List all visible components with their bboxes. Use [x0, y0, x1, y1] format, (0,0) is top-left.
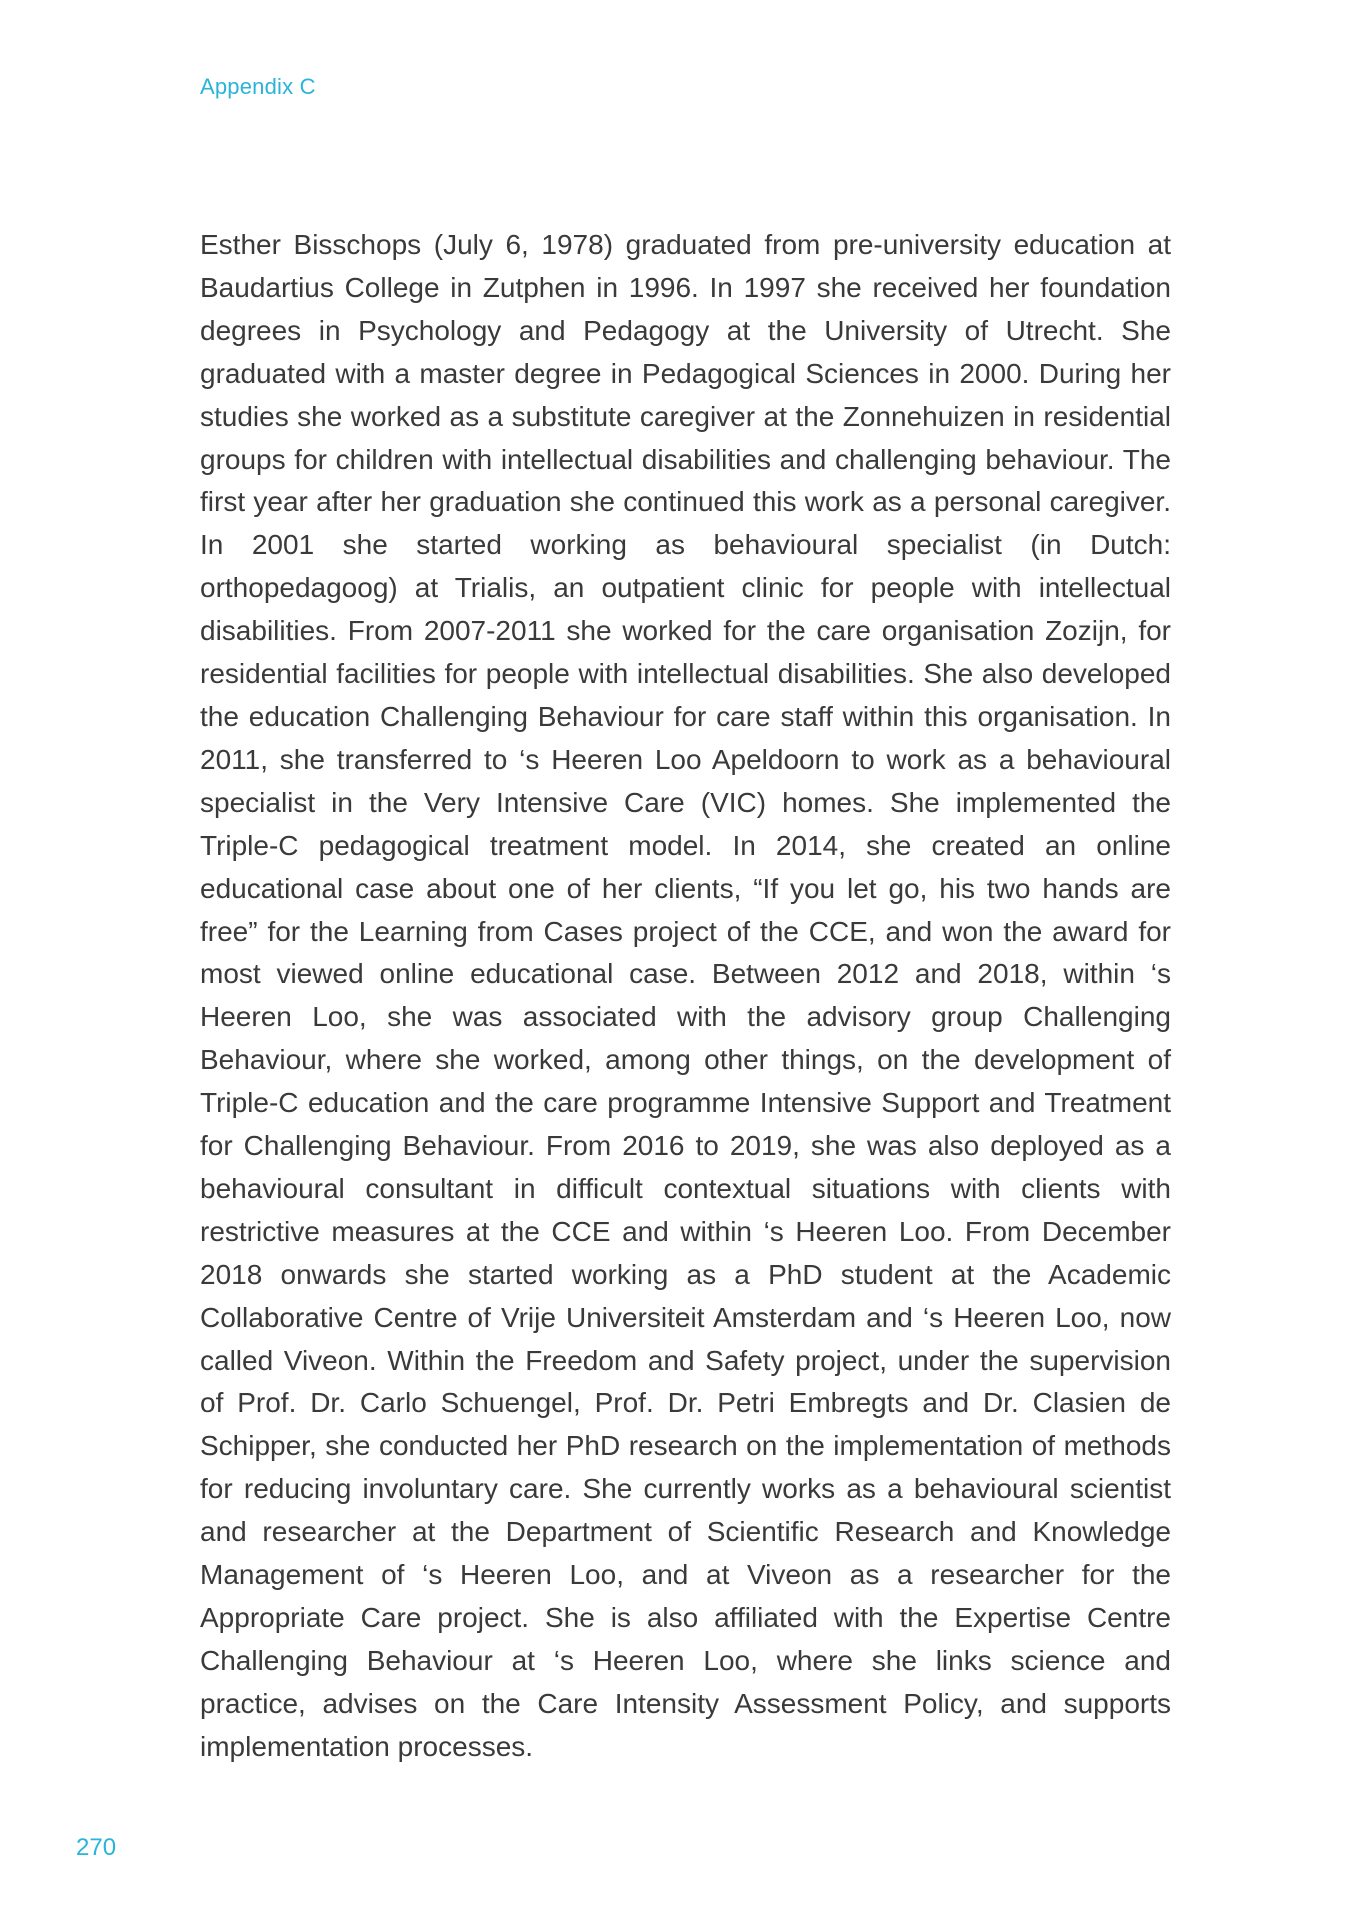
running-header: Appendix C	[200, 74, 316, 99]
biography-paragraph: Esther Bisschops (July 6, 1978) graduated from pre-university education at Baudartius College in Zutphen in 1996. In 1997 she received her foundation degrees in Psychology and Pedagogy at the University of Utrecht. She graduated with a master degree in Pedagogical Sciences in 2000. During her studies she worked as a substitute caregiver at the Zonnehuizen in residential groups for children with intellectual disabilities and challenging behaviour. The first year after her graduation she continued this work as a personal caregiver. In 2001 she started working as behavioural specialist (in Dutch: orthopedagoog) at Trialis, an outpatient clinic for people with intellectual disabilities. From 2007-2011 she worked for the care organisation Zozijn, for residential facilities for people with intellectual disabilities. She also developed the education Challenging Behaviour for care staff within this organisation. In 2011, she transferred to ‘s Heeren Loo Apeldoorn to work as a behavioural specialist in the Very Intensive Care (VIC) homes. She implemented the Triple-C pedagogical treatment model. In 2014, she created an online educational case about one of her clients, “If you let go, his two hands are free” for the Learning from Cases project of the CCE, and won the award for most viewed online educational case. Between 2012 and 2018, within ‘s Heeren Loo, she was associated with the advisory group Challenging Behaviour, where she worked, among other things, on the development of Triple-C education and the care programme Intensive Support and Treatment for Challenging Behaviour. From 2016 to 2019, she was also deployed as a behavioural consultant in difficult contextual situations with clients with restrictive measures at the CCE and within ‘s Heeren Loo. From December 2018 onwards she started working as a PhD student at the Academic Collaborative Centre of Vrije Universiteit Amsterdam and ‘s Heeren Loo, now called Viveon. Within the Freedom and Safety project, under the supervision of Prof. Dr. Carlo Schuengel, Prof. Dr. Petri Embregts and Dr. Clasien de Schipper, she conducted her PhD research on the implementation of methods for reducing involuntary care. She currently works as a behavioural scientist and researcher at the Department of Scientific Research and Knowledge Management of ‘s Heeren Loo, and at Viveon as a researcher for the Appropriate Care project. She is also affiliated with the Expertise Centre Challenging Behaviour at ‘s Heeren Loo, where she links science and practice, advises on the Care Intensity Assessment Policy, and supports implementation processes.	[200, 229, 1171, 1762]
page-number: 270	[76, 1834, 117, 1861]
